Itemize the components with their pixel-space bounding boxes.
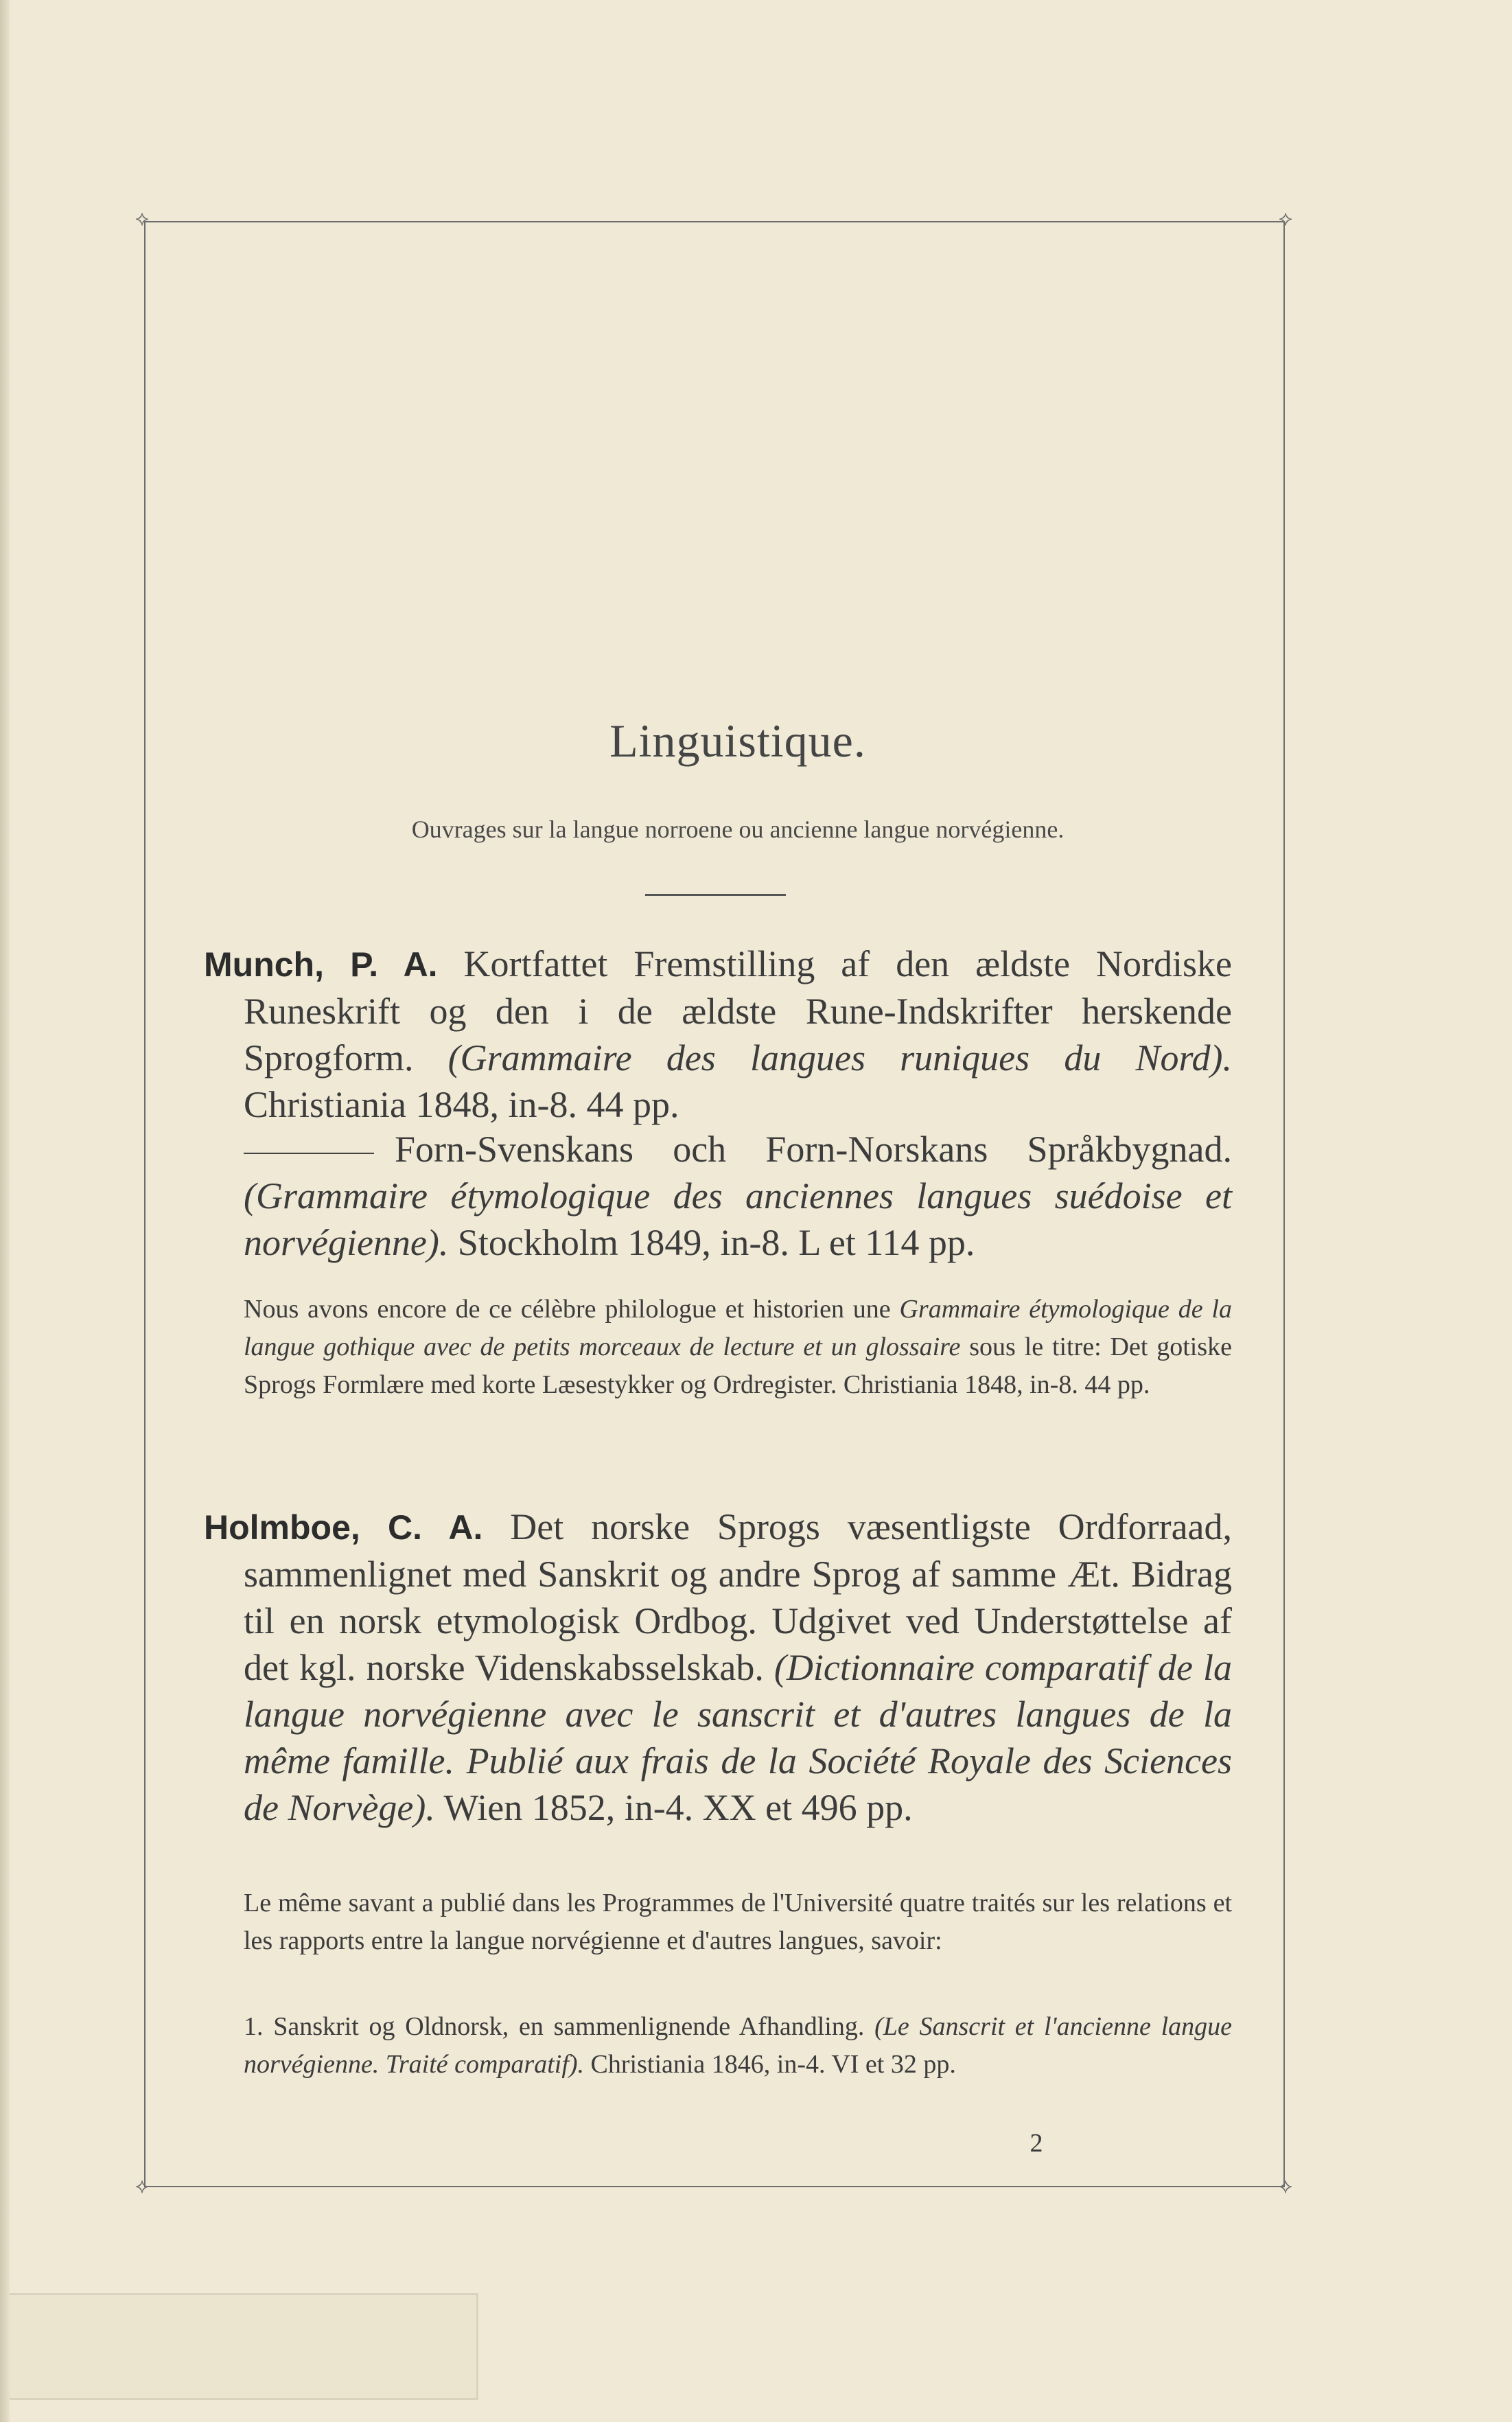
entry-translation: (Dictionnaire comparatif de la langue norvégienne avec le sanscrit et d'autres langues de la même famille. Publié aux frais de la Société Royale des Sciences de Norvège). (244, 1647, 1232, 1828)
list-translation: (Le Sanscrit et l'ancienne langue norvégienne. Traité comparatif). (244, 2012, 1232, 2079)
corner-ornament-icon: ⟡ (135, 2175, 149, 2198)
note-programmes (244, 1884, 1232, 1960)
entry-imprint: Wien 1852, in-4. XX et 496 pp. (443, 1787, 913, 1828)
entry-translation: (Grammaire des langues runiques du Nord). (447, 1037, 1233, 1079)
page-subtitle: Ouvrages sur la langue norroene ou ancienne langue norvégienne. (411, 816, 1065, 843)
entry-imprint: Stockholm 1849, in-8. L et 114 pp. (457, 1222, 975, 1263)
ditto-dash (244, 1153, 374, 1154)
entry-munch (204, 941, 1233, 1128)
entry-imprint: Christiania 1848, in-8. 44 pp. (244, 1084, 679, 1125)
library-stamp-box (10, 2293, 478, 2400)
entry-text: Det norske Sprogs væsentligste Ordforraad, sammenlignet med Sanskrit og andre Sprog af samme Æt. Bidrag til en norsk etymologisk Ordbog. Udgivet ved Understøttelse af det kgl. norske Videnskabsselskab. (244, 1506, 1233, 1688)
corner-ornament-icon: ⟡ (135, 207, 149, 230)
note-text: Le même savant a publié dans les Programmes de l'Université quatre traités sur les relations et les rapports entre la langue norvégienne et d'autres langues, savoir: (244, 1889, 1232, 1955)
entry-text: Forn-Svenskans och Forn-Norskans Språkbygnad. (395, 1129, 1232, 1170)
page-title: Linguistique. (609, 715, 866, 767)
entry-author: Holmboe, C. A. (204, 1508, 483, 1547)
note-title: Grammaire étymologique de la langue gothique avec de petits morceaux de lecture et un glossaire (244, 1295, 1232, 1361)
entry-author: Munch, P. A. (204, 945, 438, 984)
entry-munch-2 (244, 1126, 1232, 1266)
corner-ornament-icon: ⟡ (1279, 207, 1292, 230)
page-number: 2 (1030, 2129, 1043, 2158)
entry-translation: (Grammaire étymologique des anciennes langues suédoise et norvégienne). (244, 1175, 1232, 1263)
section-divider (645, 894, 786, 896)
entry-text: Kortfattet Fremstilling af den ældste Nordiske Runeskrift og den i de ældste Rune-Indskrifter herskende Sprogform. (244, 943, 1233, 1079)
entry-holmboe (204, 1503, 1233, 1831)
list-imprint: Christiania 1846, in-4. VI et 32 pp. (590, 2050, 956, 2079)
list-text: Sanskrit og Oldnorsk, en sammenlignende Afhandling. (273, 2012, 865, 2041)
note-tail: sous le titre: Det gotiske Sprogs Formlære med korte Læsestykker og Ordregister. Christiania 1848, in-8. 44 pp. (244, 1333, 1233, 1399)
corner-ornament-icon: ⟡ (1279, 2175, 1292, 2198)
note-gothic (244, 1291, 1232, 1404)
page-edge (0, 0, 10, 2422)
note-lead: Nous avons encore de ce célèbre philologue et historien une (244, 1295, 891, 1324)
list-item (244, 2008, 1232, 2084)
list-number: 1. (244, 2012, 264, 2041)
